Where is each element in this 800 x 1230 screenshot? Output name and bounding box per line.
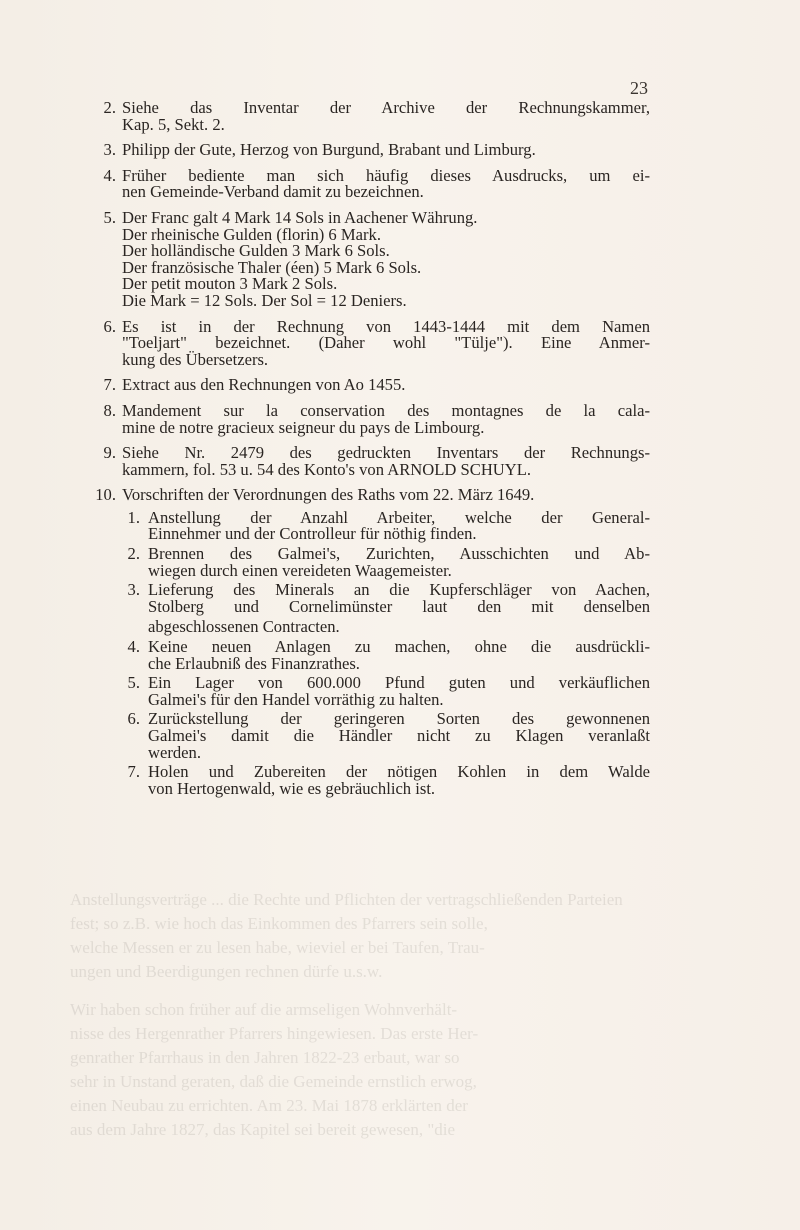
footnote-line: Der französische Thaler (éen) 5 Mark 6 Sols. <box>122 257 422 277</box>
bleed-line: Anstellungsverträge ... die Rechte und Pflichten der vertragschließenden Parteien <box>70 890 623 909</box>
regulation-line: Lieferung des Minerals an die Kupferschläger von Aachen, <box>148 580 650 600</box>
regulation-line: Einnehmer und der Controlleur für nöthig finden. <box>148 524 477 544</box>
regulation-line: Anstellung der Anzahl Arbeiter, welche der General- <box>148 507 650 527</box>
bleed-line: nisse des Hergenrather Pfarrers hingewiesen. Das erste Her- <box>70 1024 479 1043</box>
regulation-line: Zurückstellung der geringeren Sorten des gewonnenen <box>148 709 650 729</box>
footnote-line: Extract aus den Rechnungen von Ao 1455. <box>122 375 406 395</box>
footnote-line: Früher bediente man sich häufig dieses Ausdrucks, um ei- <box>122 165 650 185</box>
footnote-number: 10. <box>95 485 116 505</box>
footnote-number: 9. <box>103 443 116 463</box>
regulation-7 <box>127 762 650 798</box>
footnote-line: Die Mark = 12 Sols. Der Sol = 12 Deniers. <box>122 290 407 310</box>
footnote-number: 8. <box>103 400 116 420</box>
footnote-line: Siehe das Inventar der Archive der Rechnungskammer, <box>122 98 650 117</box>
regulation-number: 4. <box>127 637 140 657</box>
regulation-5 <box>127 673 650 709</box>
footnote-6 <box>103 316 650 369</box>
bleed-line: sehr in Unstand geraten, daß die Gemeinde ernstlich erwog, <box>70 1072 477 1091</box>
regulation-line: abgeschlossenen Contracten. <box>148 617 340 637</box>
footnote-number: 5. <box>103 207 116 227</box>
footnote-line: Der petit mouton 3 Mark 2 Sols. <box>122 274 338 294</box>
footnote-5 <box>103 207 650 310</box>
regulation-line: Galmei's damit die Händler nicht zu Klagen veranlaßt <box>148 726 650 745</box>
bleed-line: Wir haben schon früher auf die armseligen Wohnverhält- <box>70 1000 458 1019</box>
regulation-number: 1. <box>127 507 140 527</box>
footnote-9 <box>103 443 650 479</box>
footnote-number: 6. <box>103 316 116 336</box>
bleed-line: aus dem Jahre 1827, das Kapitel sei bereit gewesen, "die <box>70 1120 456 1139</box>
footnote-line: nen Gemeinde-Verband damit zu bezeichnen. <box>122 182 424 202</box>
regulation-number: 5. <box>127 673 140 693</box>
regulation-line: werden. <box>148 742 201 762</box>
regulation-number: 2. <box>127 544 140 564</box>
footnote-3 <box>103 140 650 160</box>
regulation-line: che Erlaubniß des Finanzrathes. <box>148 653 360 673</box>
regulation-line: Galmei's für den Handel vorräthig zu halten. <box>148 689 444 709</box>
footnote-line: Der Franc galt 4 Mark 14 Sols in Aachener Währung. <box>122 207 478 227</box>
footnote-line: "Toeljart" bezeichnet. (Daher wohl "Tülje"). Eine Anmer- <box>122 333 650 353</box>
regulation-line: von Hertogenwald, wie es gebräuchlich ist. <box>148 778 436 798</box>
footnote-line: mine de notre gracieux seigneur du pays de Limbourg. <box>122 417 485 437</box>
regulation-6 <box>127 709 650 762</box>
bleed-through-text <box>70 888 660 1142</box>
footnote-10 <box>95 485 650 505</box>
regulation-number: 6. <box>127 709 140 729</box>
bleed-line: fest; so z.B. wie hoch das Einkommen des Pfarrers sein solle, <box>70 914 488 933</box>
regulation-line: Stolberg und Cornelimünster laut den mit denselben <box>148 596 650 616</box>
footnote-line: Philipp der Gute, Herzog von Burgund, Brabant und Limburg. <box>122 140 536 160</box>
footnote-7 <box>103 375 650 395</box>
footnote-number: 3. <box>103 140 116 160</box>
regulation-line: wiegen durch einen vereideten Waagemeister. <box>148 560 452 580</box>
footnote-2 <box>103 98 650 134</box>
regulation-line: Keine neuen Anlagen zu machen, ohne die ausdrückli- <box>148 637 650 657</box>
footnote-line: Es ist in der Rechnung von 1443-1444 mit dem Namen <box>122 316 650 336</box>
regulation-4 <box>127 637 650 673</box>
page-number: 23 <box>630 78 648 98</box>
regulation-number: 7. <box>127 762 140 782</box>
regulation-line: Holen und Zubereiten der nötigen Kohlen in dem Walde <box>148 762 650 782</box>
regulation-line: Brennen des Galmei's, Zurichten, Ausschichten und Ab- <box>148 544 650 564</box>
footnote-line: kung des Übersetzers. <box>122 349 269 369</box>
footnote-line: Der holländische Gulden 3 Mark 6 Sols. <box>122 241 390 261</box>
regulation-line: Ein Lager von 600.000 Pfund guten und verkäuflichen <box>148 673 650 693</box>
bleed-line: welche Messen er zu lesen habe, wieviel er bei Taufen, Trau- <box>70 938 485 957</box>
footnote-8 <box>103 400 650 437</box>
footnote-line: Kap. 5, Sekt. 2. <box>122 114 225 134</box>
footnotes-list <box>0 100 800 800</box>
bleed-line: ungen und Beerdigungen rechnen dürfe u.s.w. <box>70 962 383 981</box>
footnote-4 <box>103 165 650 202</box>
regulation-1 <box>127 507 650 544</box>
footnote-line: Vorschriften der Verordnungen des Raths vom 22. März 1649. <box>122 485 535 505</box>
footnote-line: Mandement sur la conservation des montagnes de la cala- <box>122 400 650 420</box>
regulation-number: 3. <box>127 580 140 600</box>
footnote-line: kammern, fol. 53 u. 54 des Konto's von ARNOLD SCHUYL. <box>122 459 532 479</box>
bleed-line: genrather Pfarrhaus in den Jahren 1822-23 erbaut, war so <box>70 1048 460 1067</box>
bleed-line: einen Neubau zu errichten. Am 23. Mai 1878 erklärten der <box>70 1096 468 1115</box>
footnote-number: 4. <box>103 165 116 185</box>
footnote-number: 2. <box>103 98 116 117</box>
footnote-line: Der rheinische Gulden (florin) 6 Mark. <box>122 224 381 244</box>
regulation-3 <box>127 580 650 637</box>
regulation-2 <box>127 544 650 580</box>
footnote-line: Siehe Nr. 2479 des gedruckten Inventars der Rechnungs- <box>122 443 650 463</box>
footnote-number: 7. <box>103 375 116 395</box>
regulations-list <box>0 507 800 798</box>
